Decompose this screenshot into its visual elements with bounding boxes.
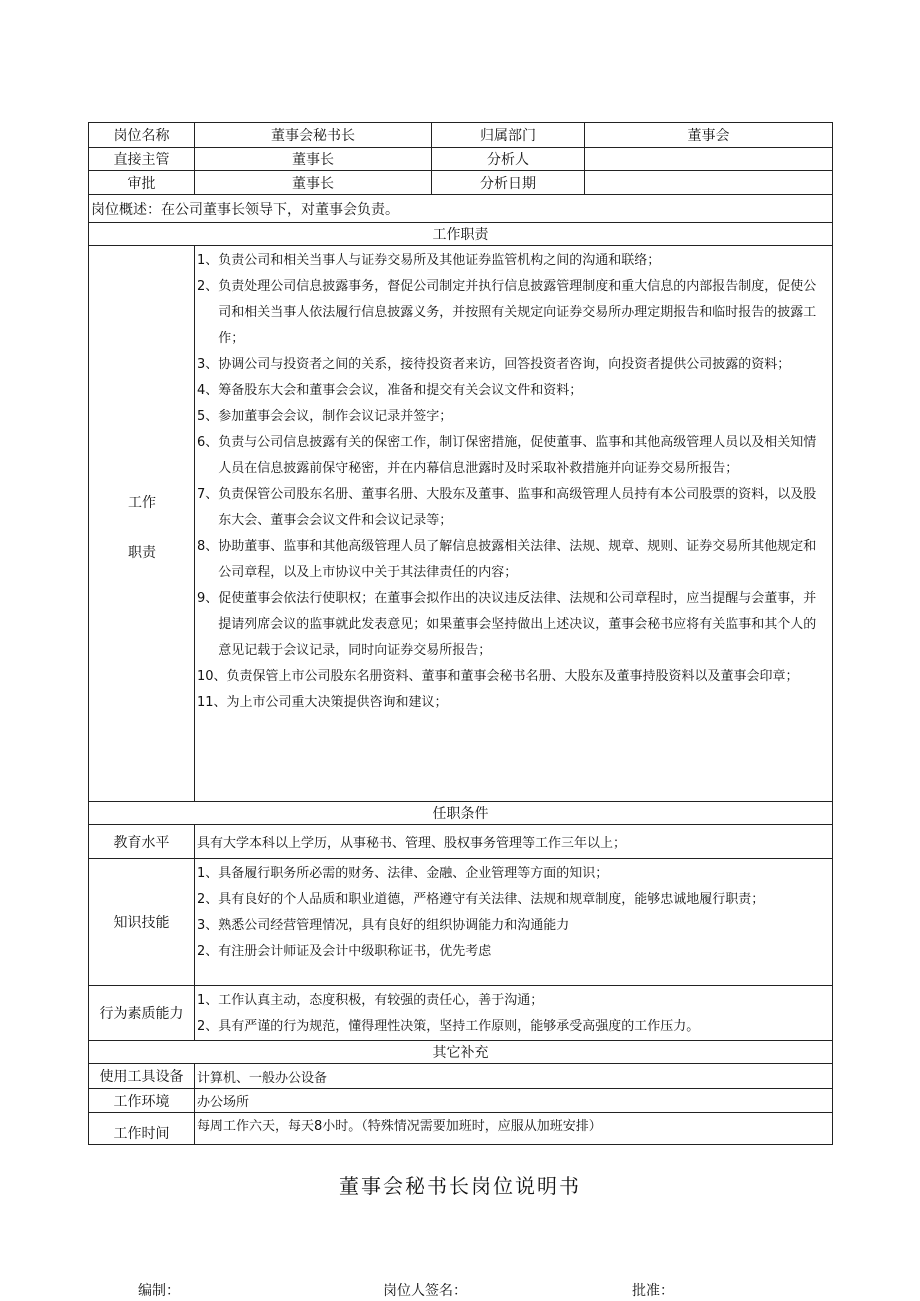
overview-row (88, 194, 833, 223)
environment-value (195, 1089, 832, 1112)
list-item-text: 协助董事、监事和其他高级管理人员了解信息披露相关法律、法规、规章、规则、证券交易所其他规定和公司章程，以及上市协议中关于其法律责任的内容； (218, 539, 817, 580)
list-item-text: 有注册会计师证及会计中级职称证书，优先考虑 (218, 944, 492, 959)
education-label (89, 825, 195, 858)
duties-side-label (89, 246, 195, 801)
position-name-label (89, 123, 195, 147)
duties-title-row (88, 222, 833, 246)
knowledge-label-text: 知识技能 (113, 915, 170, 931)
list-item (197, 988, 828, 1014)
duties-side-label-2: 职责 (128, 545, 156, 561)
time-value (195, 1113, 832, 1144)
list-item-number: 2、 (197, 1019, 219, 1034)
time-label (89, 1113, 195, 1144)
approve-signature-label: 批准： (632, 1283, 674, 1299)
list-item-number: 2、 (197, 944, 219, 959)
list-item (197, 1014, 828, 1040)
list-item-text: 负责保管上市公司股东名册资料、董事和董事会秘书名册、大股东及董事持股资料以及董事会印章； (226, 669, 799, 684)
analysis-date-label-text: 分析日期 (480, 175, 536, 192)
list-item (197, 248, 828, 274)
analysis-date-value[interactable] (585, 171, 832, 194)
header-row-3 (88, 170, 833, 195)
approval-label-text: 审批 (127, 175, 156, 192)
overview-text: 在公司董事长领导下，对董事会负责。 (161, 201, 399, 218)
tools-label-text: 使用工具设备 (99, 1069, 184, 1085)
list-item-number: 6、 (197, 435, 219, 450)
requirements-title (89, 802, 832, 824)
list-item (197, 690, 828, 716)
duties-list (195, 246, 832, 801)
list-item-number: 3、 (197, 357, 219, 372)
others-title-row (88, 1040, 833, 1064)
supervisor-text: 董事长 (292, 152, 334, 168)
list-item-text: 负责与公司信息披露有关的保密工作，制订保密措施，促使董事、监事和其他高级管理人员以及相关知情人员在信息披露前保守秘密，并在内幕信息泄露时及时采取补救措施并向证券交易所报告； (218, 435, 817, 476)
list-item-number: 10、 (197, 669, 227, 684)
list-item-text: 负责处理公司信息披露事务，督促公司制定并执行信息披露管理制度和重大信息的内部报告制度，促使公司和相关当事人依法履行信息披露义务，并按照有关规定向证券交易所办理定期报告和临时报告的披露工作； (218, 279, 817, 346)
environment-text: 办公场所 (197, 1095, 250, 1110)
list-item-number: 2、 (197, 279, 219, 294)
list-item (197, 430, 828, 482)
list-item (197, 664, 828, 690)
list-item-text: 工作认真主动，态度积极，有较强的责任心，善于沟通； (218, 993, 544, 1008)
list-item-number: 8、 (197, 539, 219, 554)
list-item-text: 熟悉公司经营管理情况，具有良好的组织协调能力和沟通能力 (218, 918, 570, 933)
list-item-number: 9、 (197, 591, 219, 606)
environment-label-text: 工作环境 (113, 1093, 170, 1110)
header-row-2 (88, 147, 833, 171)
department-text: 董事会 (687, 128, 730, 144)
list-item (197, 482, 828, 534)
requirements-title-row (88, 801, 833, 825)
time-label-text: 工作时间 (113, 1125, 170, 1142)
environment-row (88, 1088, 833, 1113)
analyst-value[interactable] (585, 148, 832, 170)
list-item (197, 534, 828, 586)
department-value (585, 123, 832, 147)
supervisor-label-text: 直接主管 (113, 152, 170, 168)
list-item-text: 具有良好的个人品质和职业道德，严格遵守有关法律、法规和规章制度，能够忠诚地履行职责； (218, 892, 765, 907)
overview-cell (89, 195, 832, 222)
knowledge-label (89, 859, 195, 985)
list-item (197, 352, 828, 378)
list-item-text: 参加董事会会议，制作会议记录并签字； (218, 409, 453, 424)
editor-signature-label: 编制： (138, 1283, 180, 1299)
department-label (432, 123, 585, 147)
knowledge-row (88, 858, 833, 986)
list-item (197, 274, 828, 352)
behavior-row (88, 985, 833, 1041)
education-label-text: 教育水平 (113, 834, 170, 851)
duties-title (89, 223, 832, 245)
analyst-label-text: 分析人 (487, 152, 529, 168)
approval-value (195, 171, 432, 194)
education-value (195, 825, 832, 858)
list-item (197, 861, 828, 887)
analysis-date-label (432, 171, 585, 194)
list-item-number: 1、 (197, 253, 219, 268)
education-text: 具有大学本科以上学历，从事秘书、管理、股权事务管理等工作三年以上； (197, 836, 627, 851)
list-item (197, 378, 828, 404)
list-item (197, 404, 828, 430)
duties-body (88, 245, 833, 802)
list-item (197, 887, 828, 913)
time-row (88, 1112, 833, 1145)
list-item-text: 负责保管公司股东名册、董事名册、大股东及董事、监事和高级管理人员持有本公司股票的资料，以及股东大会、董事会会议文件和会议记录等； (218, 487, 817, 528)
department-label-text: 归属部门 (480, 128, 536, 144)
approval-text: 董事长 (292, 175, 334, 192)
tools-row (88, 1063, 833, 1089)
analyst-label (432, 148, 585, 170)
list-item-number: 7、 (197, 487, 219, 502)
education-row (88, 824, 833, 859)
list-item-number: 5、 (197, 409, 219, 424)
list-item-text: 负责公司和相关当事人与证券交易所及其他证券监管机构之间的沟通和联络； (218, 253, 661, 268)
position-name-label-text: 岗位名称 (113, 128, 170, 144)
duties-side-label-1: 工作 (128, 495, 156, 511)
others-title (89, 1041, 832, 1063)
list-item (197, 913, 828, 939)
list-item-text: 具备履行职务所必需的财务、法律、金融、企业管理等方面的知识； (218, 866, 609, 881)
list-item-number: 1、 (197, 866, 219, 881)
others-title-text: 其它补充 (432, 1045, 489, 1061)
list-item-number: 2、 (197, 892, 219, 907)
list-item (197, 586, 828, 664)
tools-text: 计算机、一般办公设备 (197, 1070, 328, 1086)
list-item (197, 939, 828, 965)
behavior-list (195, 986, 832, 1040)
list-item-text: 具有严谨的行为规范，懂得理性决策，坚持工作原则，能够承受高强度的工作压力。 (218, 1019, 700, 1034)
list-item-number: 4、 (197, 383, 219, 398)
document-title: 董事会秘书长岗位说明书 (339, 1174, 581, 1198)
list-item-text: 协调公司与投资者之间的关系，接待投资者来访，回答投资者咨询，向投资者提供公司披露的资料； (218, 357, 791, 372)
behavior-label (89, 986, 195, 1040)
holder-signature-label: 岗位人签名： (383, 1283, 467, 1299)
tools-value (195, 1064, 832, 1088)
header-row-1 (88, 122, 833, 148)
supervisor-value (195, 148, 432, 170)
supervisor-label (89, 148, 195, 170)
duties-title-text: 工作职责 (432, 227, 489, 243)
time-text: 每周工作六天，每天8小时。（特殊情况需要加班时，应服从加班安排） (197, 1119, 602, 1134)
behavior-label-text: 行为素质能力 (99, 1006, 184, 1022)
environment-label (89, 1089, 195, 1112)
approval-label (89, 171, 195, 194)
list-item-number: 1、 (197, 993, 219, 1008)
requirements-title-text: 任职条件 (432, 806, 489, 822)
position-name-text: 董事会秘书长 (271, 128, 355, 144)
overview-label: 岗位概述： (91, 201, 161, 218)
tools-label (89, 1064, 195, 1088)
position-name-value (195, 123, 432, 147)
list-item-text: 筹备股东大会和董事会会议，准备和提交有关会议文件和资料； (218, 383, 583, 398)
list-item-number: 11、 (197, 695, 227, 710)
list-item-number: 3、 (197, 918, 219, 933)
list-item-text: 为上市公司重大决策提供咨询和建议； (226, 695, 448, 710)
list-item-text: 促使董事会依法行使职权；在董事会拟作出的决议违反法律、法规和公司章程时，应当提醒与会董事，并提请列席会议的监事就此发表意见；如果董事会坚持做出上述决议，董事会秘书应将有关监事和其个人的意见记载于会议记录，同时向证券交易所报告； (218, 591, 817, 658)
knowledge-list (195, 859, 832, 985)
